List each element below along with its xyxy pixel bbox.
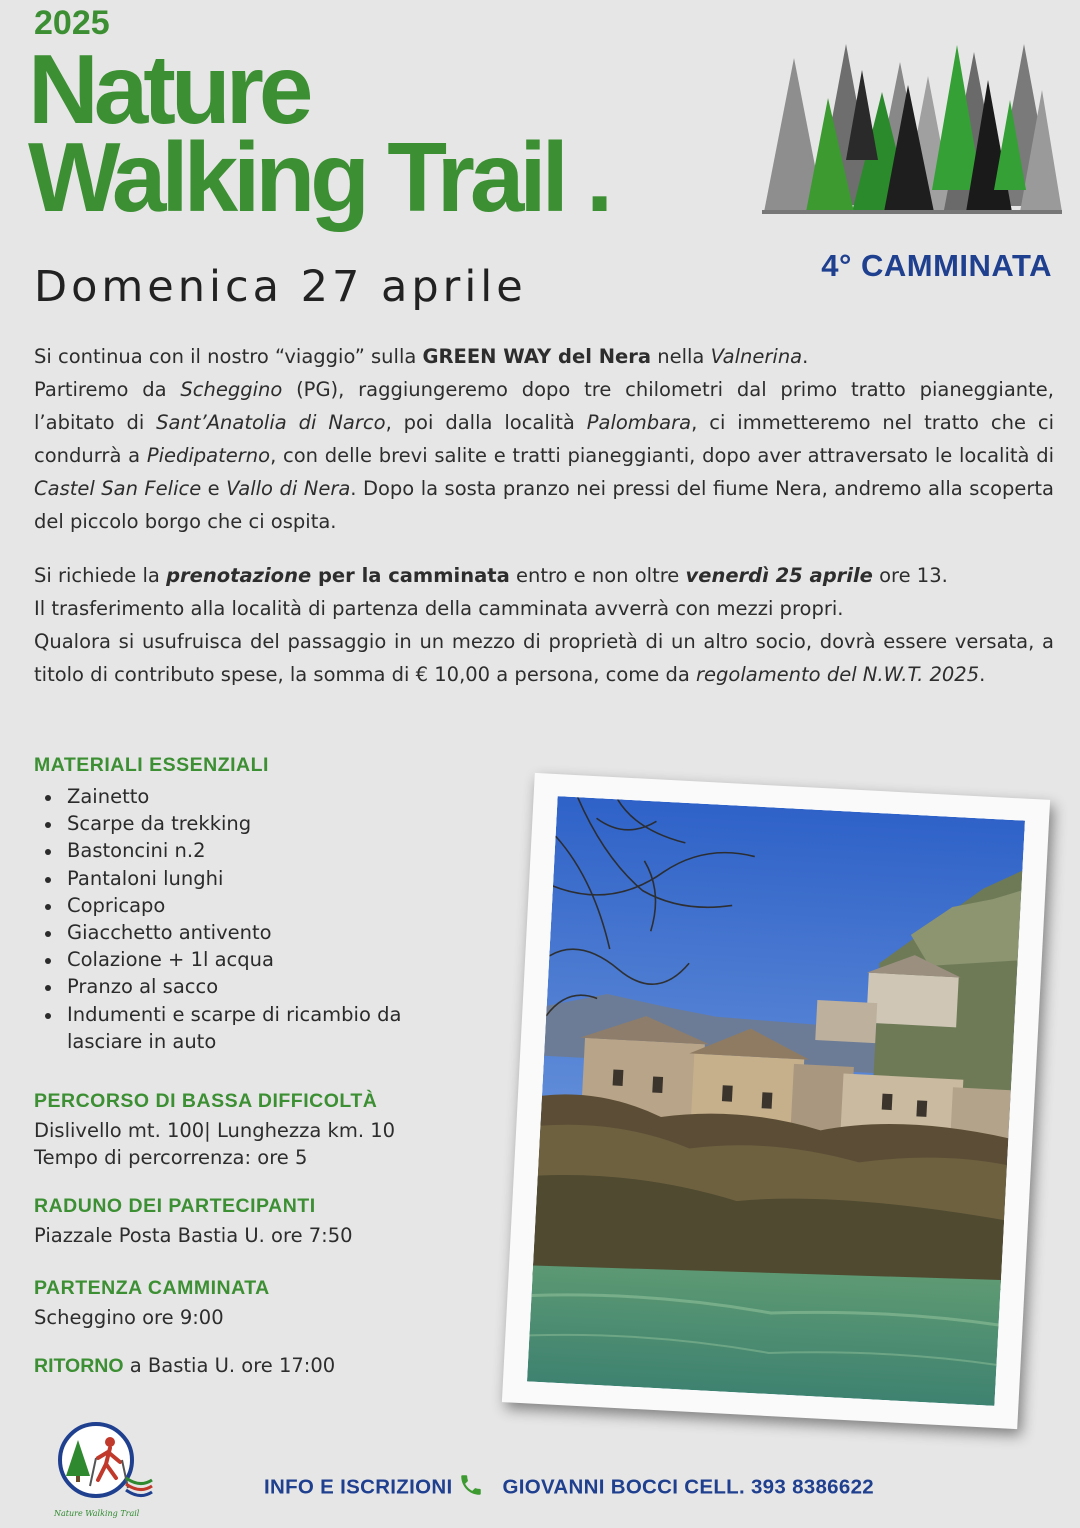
materials-section	[34, 754, 504, 1055]
booking-text: ore 13.	[872, 564, 948, 587]
route-section	[34, 1090, 504, 1171]
meeting-section	[34, 1195, 504, 1249]
materials-list	[34, 783, 504, 1055]
intro-text: Si continua con il nostro “viaggio” sulla	[34, 345, 423, 368]
booking-text: per la camminata	[311, 564, 510, 587]
contact-details: GIOVANNI BOCCI CELL. 393 8386622	[502, 1475, 874, 1499]
intro-text: . Dopo la sosta pranzo nei pressi del fiume Nera, andremo alla scoperta del piccolo borgo che ci ospita.	[34, 477, 1054, 533]
list-item: Zainetto	[34, 783, 504, 810]
departure-details: Scheggino ore 9:00	[34, 1306, 224, 1329]
departure-heading: PARTENZA CAMMINATA	[34, 1277, 270, 1299]
intro-text: Palombara	[586, 411, 692, 434]
title-nature: Nature	[28, 34, 309, 144]
intro-text: GREEN WAY del Nera	[422, 345, 652, 368]
intro-text: , poi dalla località	[385, 411, 587, 434]
meeting-heading: RADUNO DEI PARTECIPANTI	[34, 1195, 316, 1217]
intro-text: Scheggino	[180, 378, 283, 401]
intro-text: Valnerina	[710, 345, 803, 368]
intro-text: e	[201, 477, 227, 500]
intro-text: Partiremo da	[34, 378, 181, 401]
intro-text: Piedipaterno	[146, 444, 271, 467]
departure-section	[34, 1277, 504, 1331]
booking-text: Si richiede la	[34, 564, 167, 587]
info-label: INFO E ISCRIZIONI	[264, 1475, 453, 1499]
event-date: Domenica 27 aprile	[34, 262, 527, 312]
intro-text: , con delle brevi salite e tratti pianeggianti, dopo aver attraversato le località di	[270, 444, 1054, 467]
booking-paragraph	[34, 559, 1054, 691]
booking-text: .	[979, 663, 986, 686]
year-label: 2025	[34, 4, 110, 42]
pine-tree-icon	[762, 44, 1062, 214]
intro-paragraph	[34, 340, 1054, 538]
list-item: Copricapo	[34, 892, 504, 919]
booking-text: venerdì 25 aprile	[685, 564, 873, 587]
route-heading: PERCORSO DI BASSA DIFFICOLTÀ	[34, 1090, 378, 1112]
booking-text: entro e non oltre	[509, 564, 686, 587]
route-details: Dislivello mt. 100| Lunghezza km. 10	[34, 1119, 396, 1142]
list-item: Giacchetto antivento	[34, 919, 504, 946]
route-duration: Tempo di percorrenza: ore 5	[34, 1146, 308, 1169]
return-details: a Bastia U. ore 17:00	[123, 1354, 336, 1377]
materials-heading: MATERIALI ESSENZIALI	[34, 754, 269, 776]
return-label: RITORNO	[34, 1355, 124, 1377]
intro-text: (PG), raggiungeremo dopo tre chilometri dal primo tratto pianeggiante, l’abitato di	[34, 378, 1054, 434]
return-info	[34, 1354, 335, 1378]
list-item: Pantaloni lunghi	[34, 865, 504, 892]
logo-caption: Nature Walking Trail	[54, 1509, 140, 1518]
contact-info	[264, 1472, 874, 1504]
intro-text: Vallo di Nera	[226, 477, 351, 500]
polaroid-photo-frame	[502, 773, 1050, 1429]
pine-trees-illustration	[762, 40, 1062, 218]
booking-text: prenotazione	[166, 564, 312, 587]
intro-text: .	[802, 345, 809, 368]
booking-text: regolamento del N.W.T. 2025	[696, 663, 980, 686]
list-item: Scarpe da trekking	[34, 810, 504, 837]
intro-text: Castel San Felice	[34, 477, 202, 500]
intro-text: Sant’Anatolia di Narco	[156, 411, 386, 434]
list-item: Pranzo al sacco	[34, 973, 504, 1000]
nwt-logo	[48, 1418, 160, 1522]
list-item: Colazione + 1l acqua	[34, 946, 504, 973]
title-walking-trail: Walking Trail .	[28, 122, 609, 232]
list-item: Indumenti e scarpe di ricambio da lasciare in auto	[34, 1001, 454, 1055]
village-river-photo	[527, 796, 1025, 1406]
intro-text: nella	[651, 345, 711, 368]
booking-text: Qualora si usufruisca del passaggio in un mezzo di proprietà di un altro socio, dovrà essere versata, a titolo di contributo spese, la somma di € 10,00 a persona, come da	[34, 630, 1054, 686]
booking-text: Il trasferimento alla località di partenza della camminata avverrà con mezzi propri.	[34, 597, 844, 620]
list-item: Bastoncini n.2	[34, 837, 504, 864]
edition-label: 4° CAMMINATA	[821, 248, 1052, 283]
phone-icon	[458, 1472, 488, 1504]
intro-text: , ci immetteremo nel tratto che ci condurrà a	[34, 411, 1055, 467]
meeting-details: Piazzale Posta Bastia U. ore 7:50	[34, 1224, 353, 1247]
